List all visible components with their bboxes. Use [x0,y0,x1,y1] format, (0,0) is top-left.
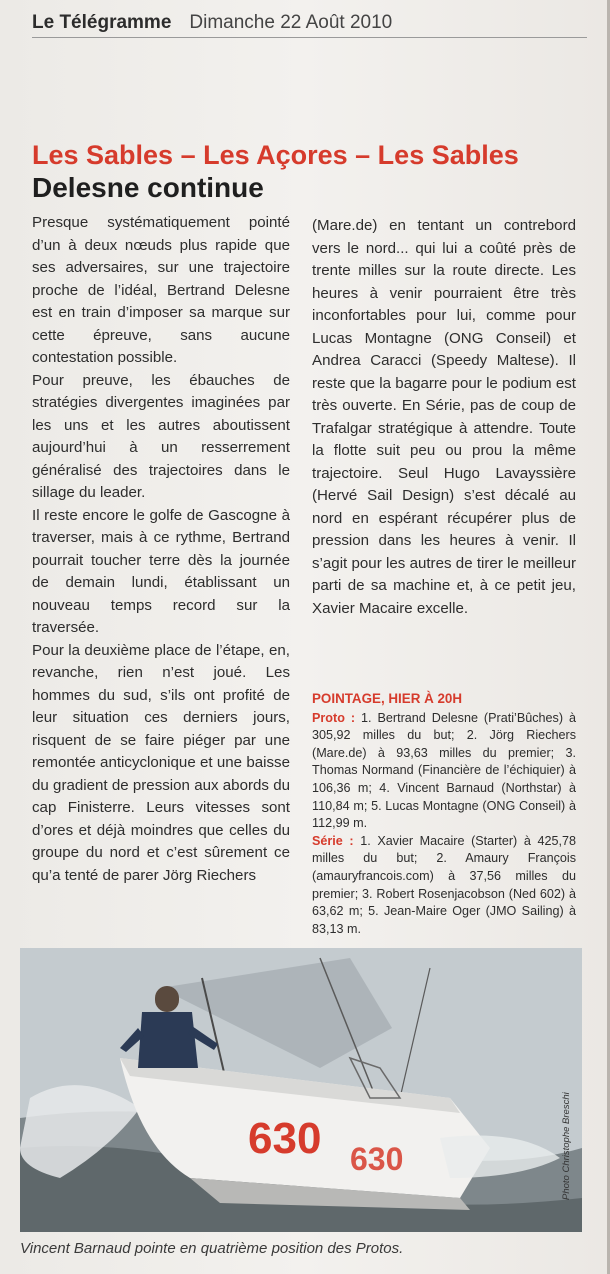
proto-label: Proto : [312,710,356,725]
article-headline: Delesne continue [32,172,264,203]
standings-serie [312,833,576,939]
article-paragraph: Pour la deuxième place de l’étape, en, revanche, rien n’est joué. Les hommes du sud, s’ils ont profité de leur situation ces derniers jours, risquent de se faire piéger par une remontée anticyclonique et une baisse du gradient de pression aux abords du cap Finisterre. Leurs vitesses sont d’ores et déjà moindres que celles du groupe du nord et c’est sûrement ce qu’a tenté de parer Jörg Riechers [32,641,290,884]
serie-results: 1. Xavier Macaire (Starter) à 425,78 milles du but; 2. Amaury François (amauryfrancois.com) à 37,56 milles du premier; 3. Robert Rosenjacobson (Ned 602) à 63,62 m; 5. Jean-Maire Oger (JMO Sailing) à 83,13 m. [312,833,576,936]
standings-box [312,690,576,938]
masthead [32,12,587,38]
article-column-right [312,215,576,620]
article-paragraph: Presque systématiquement pointé d’un à deux nœuds plus rapide que ses adversaires, sur une trajectoire proche de l’idéal, Bertrand Delesne est en train d’imposer sa marque sur cette épreuve, sans aucune contestation possible. [32,214,290,366]
sail-number-secondary: 630 [350,1141,404,1177]
article-paragraph: Il reste encore le golfe de Gascogne à traverser, mais à ce rythme, Bertrand pourrait toucher terre dès la journée de demain lundi, établissant un nouveau temps record sur la traversée. [32,506,290,636]
sailboat-illustration [20,948,582,1232]
sail-number: 630 [248,1114,322,1163]
standings-title: POINTAGE, HIER À 20H [312,691,463,706]
article-paragraph: (Mare.de) en tentant un contrebord vers le nord... qui lui a coûté près de trente milles sur la route directe. Les heures à venir pourraient être très inconfortables pour lui, comme pour Lucas Montagne (ONG Conseil) et Andrea Caracci (Speedy Maltese). Il reste que la bagarre pour le podium est très ouverte. En Série, pas de coup de Trafalgar stratégique à attendre. Toute la flotte suit peu ou prou la même trajectoire. Seul Hugo Lavayssière (Hervé Sail Design) s’est décalé au nord en espérant récupérer plus de pression dans les heures à venir. Il s’agit pour les autres de tirer le meilleur parti de sa machine et, à ce petit jeu, Xavier Macaire excelle. [312,217,576,617]
article-kicker: Les Sables – Les Açores – Les Sables [32,140,519,170]
photo-credit: Photo Christophe Breschi [561,1092,572,1200]
standings-proto [312,710,576,833]
newspaper-name: Le Télégramme [32,12,172,33]
issue-date: Dimanche 22 Août 2010 [189,12,393,33]
article-paragraph: Pour preuve, les ébauches de stratégies divergentes imaginées par les uns et les autres aboutissent aujourd’hui à un resserrement généralisé des trajectoires dans le sillage du leader. [32,371,290,501]
proto-results: 1. Bertrand Delesne (Prati’Bûches) à 305,92 milles du but; 2. Jörg Riechers (Mare.de) à 93,63 milles du premier; 3. Thomas Normand (Financière de l’échiquier) à 106,36 m; 4. Vincent Barnaud (Northstar) à 110,84 m; 5. Lucas Montagne (ONG Conseil) à 112,99 m. [312,710,576,831]
sailboat-photo [20,948,582,1232]
photo-caption: Vincent Barnaud pointe en quatrième position des Protos. [20,1240,404,1257]
article-column-left [32,212,290,887]
serie-label: Série : [312,833,354,848]
